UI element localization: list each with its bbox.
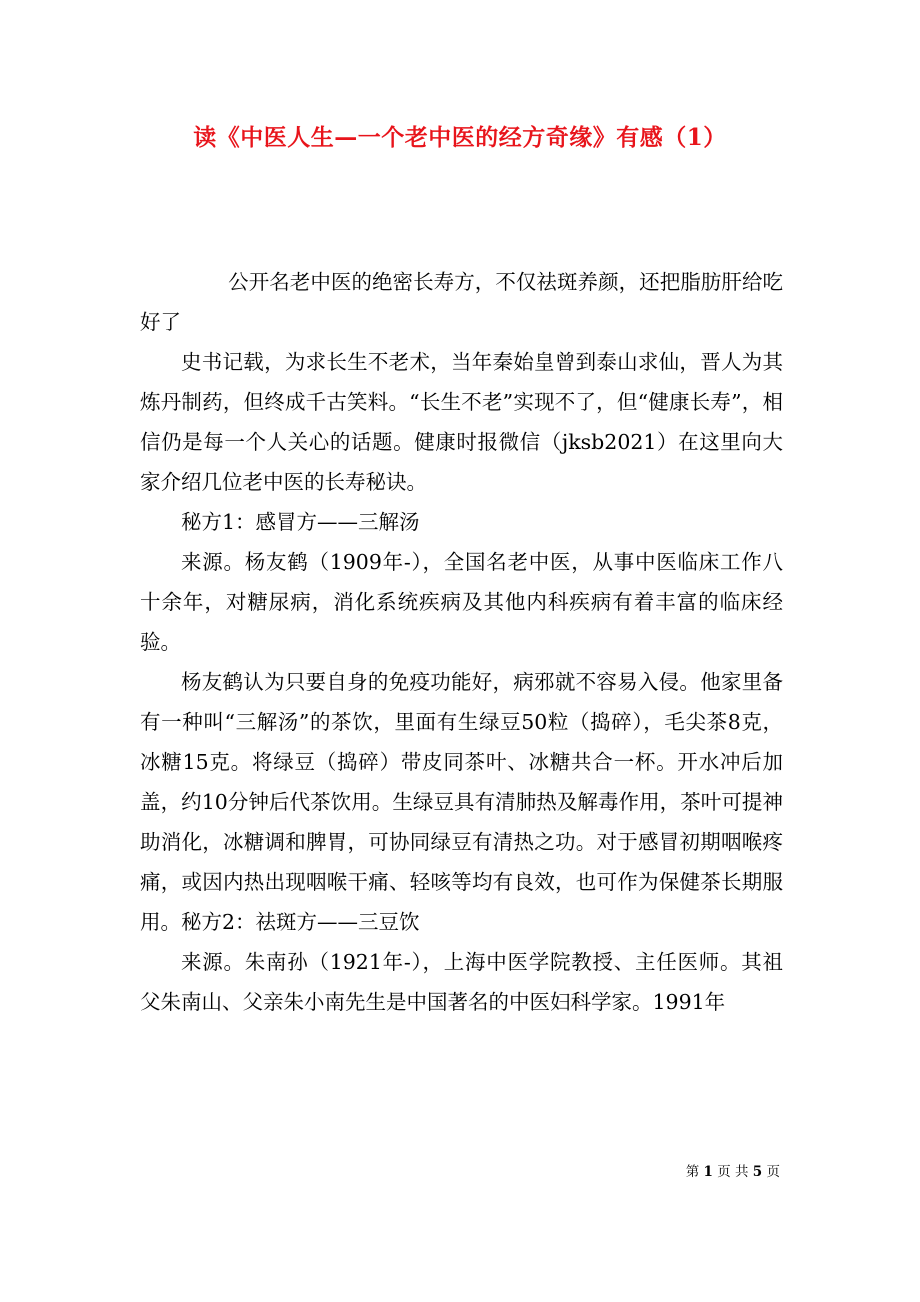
document-body — [140, 262, 783, 1022]
document-title: 读《中医人生—一个老中医的经方奇缘》有感（1） — [193, 124, 727, 151]
intro-paragraph: 公开名老中医的绝密长寿方，不仅祛斑养颜，还把脂肪肝给吃好了 — [140, 270, 783, 334]
recipe-1-detail-paragraph: 杨友鹤认为只要自身的免疫功能好，病邪就不容易入侵。他家里备有一种叫“三解汤”的茶饮，里面有生绿豆50粒（捣碎），毛尖茶8克，冰糖15克。将绿豆（捣碎）带皮同茶叶、冰糖共合一杯。开水冲后加盖，约10分钟后代茶饮用。生绿豆具有清肺热及解毒作用，茶叶可提神助消化，冰糖调和脾胃，可协同绿豆有清热之功。对于感冒初期咽喉疼痛，或因内热出现咽喉干痛、轻咳等均有良效，也可作为保健茶长期服用。秘方2：祛斑方——三豆饮 — [140, 670, 783, 934]
footer-total-pages: 5 — [752, 1164, 763, 1180]
footer-middle: 页 共 — [717, 1164, 749, 1180]
recipe-2-source-paragraph: 来源。朱南孙（1921年-），上海中医学院教授、主任医师。其祖父朱南山、父亲朱小南先生是中国著名的中医妇科学家。1991年 — [140, 950, 783, 1014]
recipe-1-heading: 秘方1：感冒方——三解汤 — [181, 510, 420, 534]
footer-prefix: 第 — [685, 1164, 700, 1180]
page-footer — [560, 1162, 780, 1182]
history-paragraph: 史书记载，为求长生不老术，当年秦始皇曾到泰山求仙，晋人为其炼丹制药，但终成千古笑料。“长生不老”实现不了，但“健康长寿”，相信仍是每一个人关心的话题。健康时报微信（jksb2021）在这里向大家介绍几位老中医的长寿秘诀。 — [140, 350, 783, 494]
footer-suffix: 页 — [766, 1164, 780, 1180]
recipe-1-source-paragraph: 来源。杨友鹤（1909年-），全国名老中医，从事中医临床工作八十余年，对糖尿病，消化系统疾病及其他内科疾病有着丰富的临床经验。 — [140, 550, 783, 654]
footer-page-number: 1 — [703, 1164, 713, 1180]
